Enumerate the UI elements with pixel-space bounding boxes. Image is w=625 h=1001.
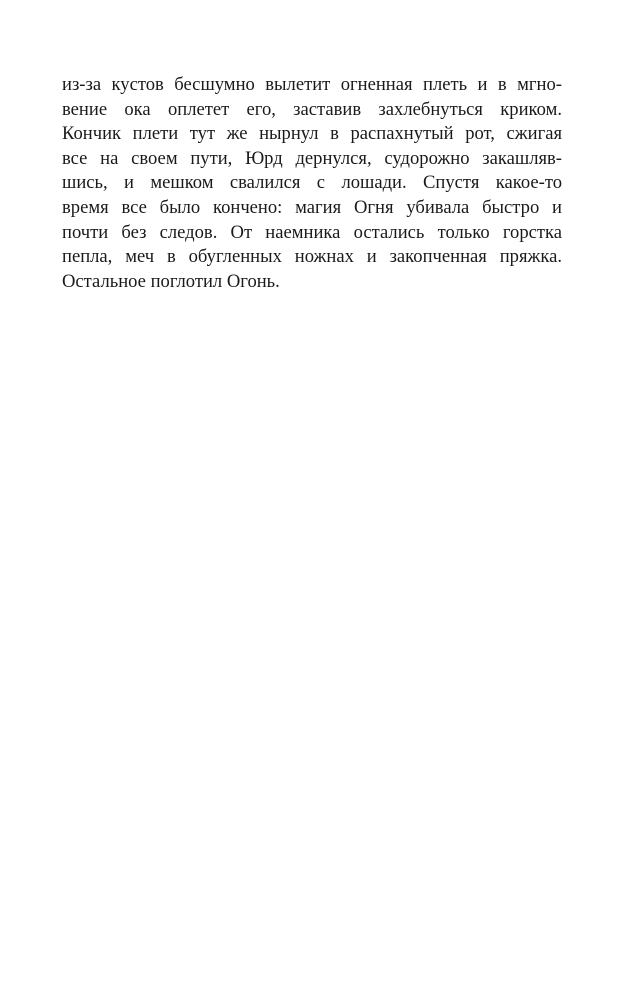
body-text (62, 73, 562, 294)
text-line-7: почти без следов. От наемника остались только горстка (62, 221, 562, 243)
text-line-8: пепла, меч в обугленных ножнах и закопченная пряжка. (62, 246, 562, 268)
text-line-1: из-за кустов бесшумно вылетит огненная плеть и в мгно- (62, 74, 562, 95)
text-line-3: Кончик плети тут же нырнул в распахнутый рот, сжигая (62, 123, 562, 145)
text-line-2: вение ока оплетет его, заставив захлебнуться криком. (62, 98, 562, 120)
text-line-6: время все было кончено: магия Огня убивала быстро и (62, 196, 562, 218)
text-line-4: все на своем пути, Юрд дернулся, судорожно закашляв- (62, 147, 562, 169)
text-line-5: шись, и мешком свалился с лошади. Спустя какое-то (62, 172, 562, 194)
text-line-9: Остальное поглотил Огонь. (62, 270, 280, 292)
